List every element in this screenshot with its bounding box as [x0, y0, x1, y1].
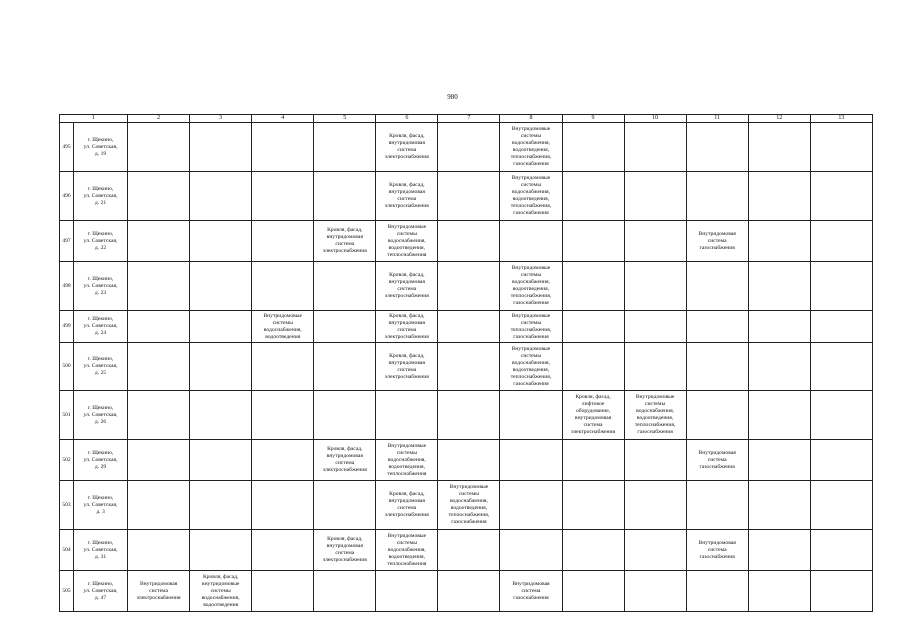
column-header-8: 8	[500, 115, 562, 123]
work-cell-col-11: Внутридомовая система газоснабжения	[686, 530, 748, 571]
work-cell-col-8	[500, 221, 562, 262]
row-number: 501	[60, 391, 74, 440]
work-cell-col-9	[562, 530, 624, 571]
column-header-13: 13	[810, 115, 872, 123]
work-cell-col-6: Кровля, фасад, внутридомовая система электроснабжения	[376, 172, 438, 221]
row-number: 495	[60, 123, 74, 172]
row-number: 498	[60, 262, 74, 311]
work-cell-col-10	[624, 571, 686, 612]
work-cell-col-12	[748, 571, 810, 612]
work-cell-col-3: Кровля, фасад, внутридомовые системы водоснабжения, водоотведения	[190, 571, 252, 612]
row-number: 499	[60, 311, 74, 343]
column-header-2: 2	[128, 115, 190, 123]
work-cell-col-2	[128, 343, 190, 391]
work-cell-col-8: Внутридомовые системы водоснабжения, водоотведения, теплоснабжения, газоснабжения	[500, 343, 562, 391]
work-cell-col-6	[376, 391, 438, 440]
table-row	[60, 571, 873, 612]
work-cell-col-3	[190, 391, 252, 440]
row-number: 497	[60, 221, 74, 262]
work-cell-col-7	[438, 343, 500, 391]
work-cell-col-13	[810, 311, 872, 343]
work-cell-col-6: Кровля, фасад, внутридомовая система электроснабжения	[376, 343, 438, 391]
work-cell-col-6: Кровля, фасад, внутридомовая система электроснабжения	[376, 311, 438, 343]
work-cell-col-3	[190, 481, 252, 530]
work-cell-col-12	[748, 440, 810, 481]
address-cell: г. Щекино, ул. Советская, д. 26	[74, 391, 128, 440]
work-cell-col-10	[624, 123, 686, 172]
work-cell-col-10	[624, 311, 686, 343]
address-cell: г. Щекино, ул. Советская, д. 3	[74, 481, 128, 530]
work-cell-col-5	[314, 481, 376, 530]
table-row	[60, 123, 873, 172]
work-cell-col-12	[748, 481, 810, 530]
repair-schedule-table	[59, 114, 873, 612]
work-cell-col-13	[810, 481, 872, 530]
work-cell-col-12	[748, 343, 810, 391]
work-cell-col-6: Кровля, фасад, внутридомовая система электроснабжения	[376, 262, 438, 311]
work-cell-col-12	[748, 391, 810, 440]
work-cell-col-6: Кровля, фасад, внутридомовая система электроснабжения	[376, 123, 438, 172]
work-cell-col-4	[252, 123, 314, 172]
work-cell-col-4	[252, 481, 314, 530]
work-cell-col-4	[252, 571, 314, 612]
work-cell-col-11	[686, 571, 748, 612]
work-cell-col-2	[128, 262, 190, 311]
work-cell-col-5	[314, 343, 376, 391]
work-cell-col-6	[376, 571, 438, 612]
work-cell-col-2	[128, 391, 190, 440]
work-cell-col-12	[748, 311, 810, 343]
work-cell-col-5	[314, 172, 376, 221]
work-cell-col-5	[314, 311, 376, 343]
address-cell: г. Щекино, ул. Советская, д. 25	[74, 343, 128, 391]
work-cell-col-3	[190, 440, 252, 481]
column-header-10: 10	[624, 115, 686, 123]
work-cell-col-9	[562, 123, 624, 172]
work-cell-col-12	[748, 221, 810, 262]
work-cell-col-9	[562, 311, 624, 343]
table-body	[60, 123, 873, 612]
column-header-11: 11	[686, 115, 748, 123]
table-header-row	[60, 115, 873, 123]
work-cell-col-4: Внутридомовые системы водоснабжения, водоотведения	[252, 311, 314, 343]
work-cell-col-8: Внутридомовые системы теплоснабжения, газоснабжения	[500, 311, 562, 343]
work-cell-col-13	[810, 123, 872, 172]
table-row	[60, 172, 873, 221]
work-cell-col-4	[252, 262, 314, 311]
work-cell-col-2	[128, 172, 190, 221]
work-cell-col-7	[438, 571, 500, 612]
row-number: 496	[60, 172, 74, 221]
work-cell-col-10	[624, 221, 686, 262]
work-cell-col-12	[748, 172, 810, 221]
row-number: 503	[60, 481, 74, 530]
work-cell-col-11	[686, 311, 748, 343]
work-cell-col-8	[500, 440, 562, 481]
address-cell: г. Щекино, ул. Советская, д. 47	[74, 571, 128, 612]
work-cell-col-13	[810, 343, 872, 391]
work-cell-col-12	[748, 123, 810, 172]
work-cell-col-4	[252, 172, 314, 221]
work-cell-col-3	[190, 530, 252, 571]
work-cell-col-7	[438, 221, 500, 262]
work-cell-col-11: Внутридомовая система газоснабжения	[686, 221, 748, 262]
address-cell: г. Щекино, ул. Советская, д. 29	[74, 440, 128, 481]
work-cell-col-11	[686, 262, 748, 311]
work-cell-col-9	[562, 221, 624, 262]
work-cell-col-5: Кровля, фасад, внутридомовая система электроснабжения	[314, 440, 376, 481]
column-header-5: 5	[314, 115, 376, 123]
column-header-1: 1	[60, 115, 128, 123]
work-cell-col-7	[438, 123, 500, 172]
work-cell-col-13	[810, 571, 872, 612]
table-row	[60, 343, 873, 391]
table-row	[60, 481, 873, 530]
row-number: 502	[60, 440, 74, 481]
work-cell-col-2: Внутридомовая система электроснабжения	[128, 571, 190, 612]
work-cell-col-8: Внутридомовая система газоснабжения	[500, 571, 562, 612]
work-cell-col-3	[190, 123, 252, 172]
work-cell-col-7	[438, 440, 500, 481]
work-cell-col-8	[500, 391, 562, 440]
work-cell-col-11: Внутридомовая система газоснабжения	[686, 440, 748, 481]
work-cell-col-13	[810, 172, 872, 221]
table-row	[60, 311, 873, 343]
table-row	[60, 391, 873, 440]
work-cell-col-8	[500, 530, 562, 571]
address-cell: г. Щекино, ул. Советская, д. 23	[74, 262, 128, 311]
page-number: 980	[447, 93, 458, 101]
work-cell-col-6: Внутридомовые системы водоснабжения, водоотведения, теплоснабжения	[376, 440, 438, 481]
work-cell-col-10	[624, 530, 686, 571]
row-number: 505	[60, 571, 74, 612]
column-header-7: 7	[438, 115, 500, 123]
work-cell-col-3	[190, 343, 252, 391]
column-header-9: 9	[562, 115, 624, 123]
work-cell-col-10	[624, 440, 686, 481]
work-cell-col-13	[810, 440, 872, 481]
work-cell-col-8	[500, 481, 562, 530]
work-cell-col-10	[624, 172, 686, 221]
work-cell-col-11	[686, 481, 748, 530]
work-cell-col-9: Кровля, фасад, лифтовое оборудование, внутридомовая система электроснабжения	[562, 391, 624, 440]
work-cell-col-2	[128, 311, 190, 343]
row-number: 500	[60, 343, 74, 391]
address-cell: г. Щекино, ул. Советская, д. 22	[74, 221, 128, 262]
work-cell-col-5	[314, 391, 376, 440]
work-cell-col-3	[190, 221, 252, 262]
work-cell-col-13	[810, 391, 872, 440]
work-cell-col-8: Внутридомовые системы водоснабжения, водоотведения, теплоснабжения, газоснабжения	[500, 172, 562, 221]
work-cell-col-2	[128, 481, 190, 530]
work-cell-col-7	[438, 530, 500, 571]
work-cell-col-5: Кровля, фасад, внутридомовая система электроснабжения	[314, 221, 376, 262]
column-header-3: 3	[190, 115, 252, 123]
column-header-4: 4	[252, 115, 314, 123]
work-cell-col-13	[810, 262, 872, 311]
work-cell-col-2	[128, 530, 190, 571]
work-cell-col-11	[686, 172, 748, 221]
work-cell-col-9	[562, 262, 624, 311]
work-cell-col-12	[748, 262, 810, 311]
work-cell-col-2	[128, 221, 190, 262]
work-cell-col-4	[252, 530, 314, 571]
work-cell-col-13	[810, 221, 872, 262]
column-header-6: 6	[376, 115, 438, 123]
address-cell: г. Щекино, ул. Советская, д. 21	[74, 172, 128, 221]
work-cell-col-5	[314, 262, 376, 311]
work-cell-col-8: Внутридомовые системы водоснабжения, водоотведения, теплоснабжения, газоснабжения	[500, 262, 562, 311]
row-number: 504	[60, 530, 74, 571]
work-cell-col-4	[252, 440, 314, 481]
work-cell-col-4	[252, 391, 314, 440]
work-cell-col-10	[624, 262, 686, 311]
work-cell-col-3	[190, 172, 252, 221]
table-row	[60, 221, 873, 262]
work-cell-col-9	[562, 440, 624, 481]
work-cell-col-6: Внутридомовые системы водоснабжения, водоотведения, теплоснабжения	[376, 221, 438, 262]
work-cell-col-7	[438, 311, 500, 343]
work-cell-col-11	[686, 391, 748, 440]
table-row	[60, 262, 873, 311]
work-cell-col-4	[252, 221, 314, 262]
work-cell-col-10: Внутридомовые системы водоснабжения, водоотведения, теплоснабжения, газоснабжения	[624, 391, 686, 440]
work-cell-col-11	[686, 123, 748, 172]
work-cell-col-3	[190, 262, 252, 311]
work-cell-col-11	[686, 343, 748, 391]
work-cell-col-13	[810, 530, 872, 571]
work-cell-col-2	[128, 440, 190, 481]
work-cell-col-8: Внутридомовые системы водоснабжения, водоотведения, теплоснабжения, газоснабжения	[500, 123, 562, 172]
work-cell-col-7	[438, 391, 500, 440]
address-cell: г. Щекино, ул. Советская, д. 24	[74, 311, 128, 343]
work-cell-col-9	[562, 481, 624, 530]
work-cell-col-3	[190, 311, 252, 343]
table-row	[60, 440, 873, 481]
work-cell-col-7	[438, 172, 500, 221]
work-cell-col-5	[314, 571, 376, 612]
work-cell-col-5	[314, 123, 376, 172]
work-cell-col-6: Кровля, фасад, внутридомовая система электроснабжения	[376, 481, 438, 530]
address-cell: г. Щекино, ул. Советская, д. 31	[74, 530, 128, 571]
table-row	[60, 530, 873, 571]
address-cell: г. Щекино, ул. Советская, д. 19	[74, 123, 128, 172]
column-header-12: 12	[748, 115, 810, 123]
work-cell-col-2	[128, 123, 190, 172]
work-cell-col-9	[562, 172, 624, 221]
work-cell-col-7: Внутридомовые системы водоснабжения, водоотведения, теплоснабжения, газоснабжения	[438, 481, 500, 530]
work-cell-col-10	[624, 481, 686, 530]
work-cell-col-12	[748, 530, 810, 571]
work-cell-col-10	[624, 343, 686, 391]
work-cell-col-9	[562, 571, 624, 612]
work-cell-col-7	[438, 262, 500, 311]
work-cell-col-5: Кровля, фасад, внутридомовая система электроснабжения	[314, 530, 376, 571]
work-cell-col-6: Внутридомовые системы водоснабжения, водоотведения, теплоснабжения	[376, 530, 438, 571]
work-cell-col-9	[562, 343, 624, 391]
work-cell-col-4	[252, 343, 314, 391]
